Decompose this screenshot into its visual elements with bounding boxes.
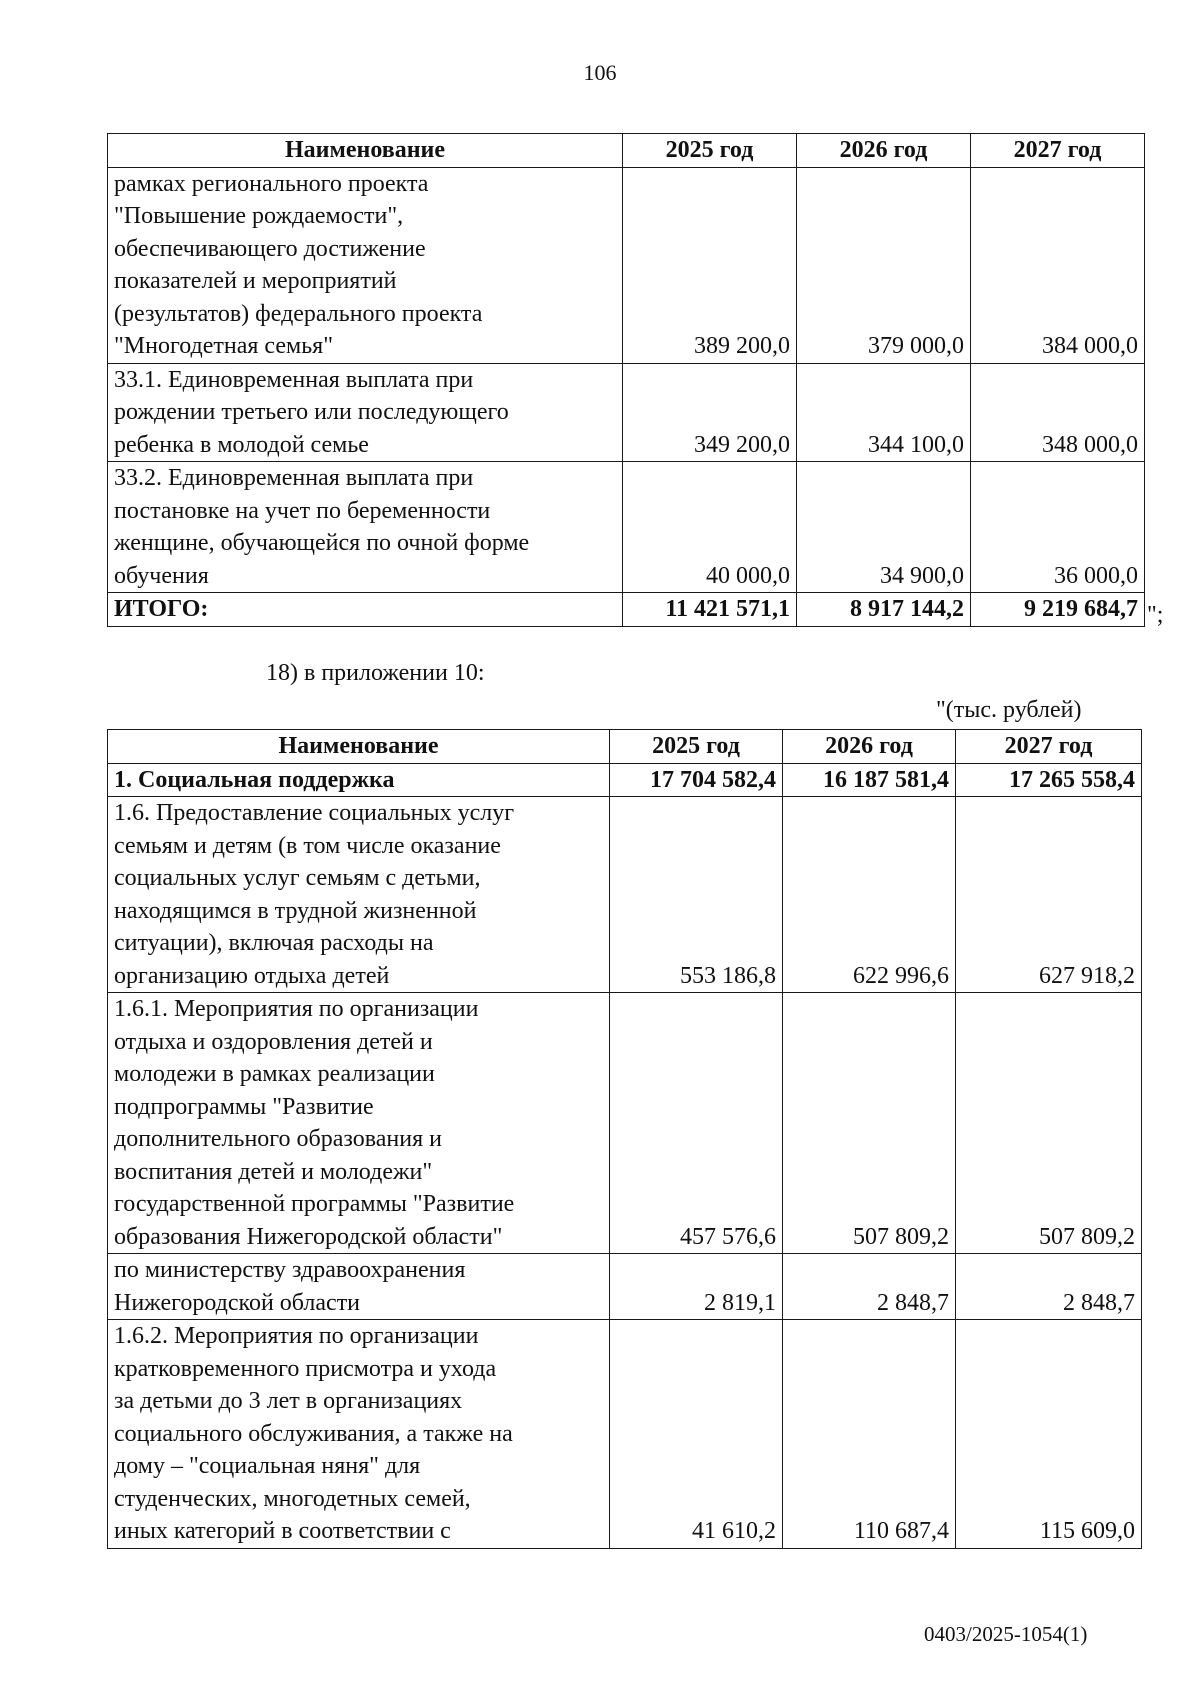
row-name-line: "Многодетная семья": [114, 333, 333, 359]
value-2027: 348 000,0: [971, 363, 1145, 462]
row-name-line: молодежи в рамках реализации: [114, 1061, 435, 1087]
value-2027: 384 000,0: [971, 167, 1145, 363]
row-name-line: женщине, обучающейся по очной форме: [114, 530, 530, 556]
value-2025: 40 000,0: [623, 462, 797, 593]
total-2027: 9 219 684,7: [971, 593, 1145, 627]
value-2026: 2 848,7: [783, 1254, 956, 1320]
section-value-2027: 17 265 558,4: [956, 763, 1142, 797]
row-name-line: 1.6.2. Мероприятия по организации: [114, 1323, 479, 1349]
row-name-line: 1.6.1. Мероприятия по организации: [114, 996, 479, 1022]
value-2027: 627 918,2: [956, 797, 1142, 993]
row-name: [108, 363, 623, 462]
value-2027: 507 809,2: [956, 993, 1142, 1254]
value-2026: 379 000,0: [797, 167, 971, 363]
value-2027: 2 848,7: [956, 1254, 1142, 1320]
total-2026: 8 917 144,2: [797, 593, 971, 627]
value-2027: 36 000,0: [971, 462, 1145, 593]
row-name-line: показателей и мероприятий: [114, 268, 397, 294]
row-name-line: постановке на учет по беременности: [114, 497, 491, 524]
row-name-line: (результатов) федерального проекта: [114, 300, 483, 327]
header-name: Наименование: [108, 730, 610, 764]
row-name-line: дополнительного образования и: [114, 1126, 442, 1152]
header-year-2027: 2027 год: [956, 730, 1142, 764]
row-name-line: воспитания детей и молодежи": [114, 1158, 433, 1185]
table-row: [108, 167, 1145, 363]
value-2026: 622 996,6: [783, 797, 956, 993]
row-name-line: ситуации), включая расходы на: [114, 930, 434, 956]
value-2025: 389 200,0: [623, 167, 797, 363]
row-name-line: находящимся в трудной жизненной: [114, 897, 477, 924]
table-row: [108, 1254, 1142, 1320]
row-name-line: рождении третьего или последующего: [114, 399, 509, 425]
row-name-line: отдыха и оздоровления детей и: [114, 1028, 433, 1055]
document-code: 0403/2025-1054(1): [924, 1622, 1088, 1646]
table-row: [108, 797, 1142, 993]
row-name: [108, 1254, 610, 1320]
row-name-line: 33.1. Единовременная выплата при: [114, 366, 474, 393]
header-year-2026: 2026 год: [783, 730, 956, 764]
row-name-line: кратковременного присмотра и ухода: [114, 1355, 497, 1382]
units-note: "(тыс. рублей): [936, 697, 1082, 723]
row-name: [108, 797, 610, 993]
total-label: ИТОГО:: [108, 593, 623, 627]
table-header-row: [108, 730, 1142, 764]
closing-quote-mark: ";: [1147, 602, 1164, 628]
row-name: [108, 993, 610, 1254]
value-2027: 115 609,0: [956, 1320, 1142, 1549]
row-name-line: обучения: [114, 562, 209, 589]
section-value-2026: 16 187 581,4: [783, 763, 956, 797]
value-2026: 507 809,2: [783, 993, 956, 1254]
table-header-row: [108, 134, 1145, 168]
value-2025: 2 819,1: [610, 1254, 783, 1320]
header-year-2025: 2025 год: [610, 730, 783, 764]
row-name: [108, 462, 623, 593]
row-name-line: организацию отдыха детей: [114, 962, 390, 989]
appendix-10-table: [107, 729, 1142, 1549]
row-name-line: рамках регионального проекта: [114, 170, 429, 197]
row-name-line: дому – "социальная няня" для: [114, 1453, 421, 1479]
row-name-line: 33.2. Единовременная выплата при: [114, 465, 474, 491]
total-2025: 11 421 571,1: [623, 593, 797, 627]
row-name: [108, 167, 623, 363]
row-name-line: обеспечивающего достижение: [114, 235, 426, 262]
row-name-line: "Повышение рождаемости",: [114, 203, 404, 229]
value-2025: 553 186,8: [610, 797, 783, 993]
row-name-line: 1.6. Предоставление социальных услуг: [114, 800, 515, 826]
row-name-line: студенческих, многодетных семей,: [114, 1485, 471, 1512]
section-row: [108, 763, 1142, 797]
value-2026: 344 100,0: [797, 363, 971, 462]
value-2026: 34 900,0: [797, 462, 971, 593]
row-name-line: ребенка в молодой семье: [114, 431, 369, 458]
row-name-line: за детьми до 3 лет в организациях: [114, 1388, 463, 1414]
row-name-line: государственной программы "Развитие: [114, 1191, 515, 1217]
row-name-line: по министерству здравоохранения: [114, 1257, 466, 1283]
table-row: [108, 993, 1142, 1254]
row-name-line: образования Нижегородской области": [114, 1223, 503, 1250]
value-2025: 457 576,6: [610, 993, 783, 1254]
value-2025: 349 200,0: [623, 363, 797, 462]
row-name-line: Нижегородской области: [114, 1289, 361, 1316]
value-2026: 110 687,4: [783, 1320, 956, 1549]
section-label: 1. Социальная поддержка: [108, 763, 610, 797]
row-name-line: иных категорий в соответствии с: [114, 1518, 451, 1544]
total-row: [108, 593, 1145, 627]
table-row: [108, 1320, 1142, 1549]
value-2025: 41 610,2: [610, 1320, 783, 1549]
header-year-2025: 2025 год: [623, 134, 797, 168]
header-year-2027: 2027 год: [971, 134, 1145, 168]
section-value-2025: 17 704 582,4: [610, 763, 783, 797]
page-number: 106: [583, 60, 617, 85]
header-year-2026: 2026 год: [797, 134, 971, 168]
table-row: [108, 462, 1145, 593]
row-name-line: семьям и детям (в том числе оказание: [114, 832, 501, 859]
row-name-line: подпрограммы "Развитие: [114, 1093, 374, 1120]
header-name: Наименование: [108, 134, 623, 168]
row-name-line: социальных услуг семьям с детьми,: [114, 865, 481, 891]
budget-table-continued: [107, 133, 1145, 627]
row-name: [108, 1320, 610, 1549]
row-name-line: социального обслуживания, а также на: [114, 1420, 513, 1447]
section-heading: 18) в приложении 10:: [266, 660, 485, 686]
table-row: [108, 363, 1145, 462]
